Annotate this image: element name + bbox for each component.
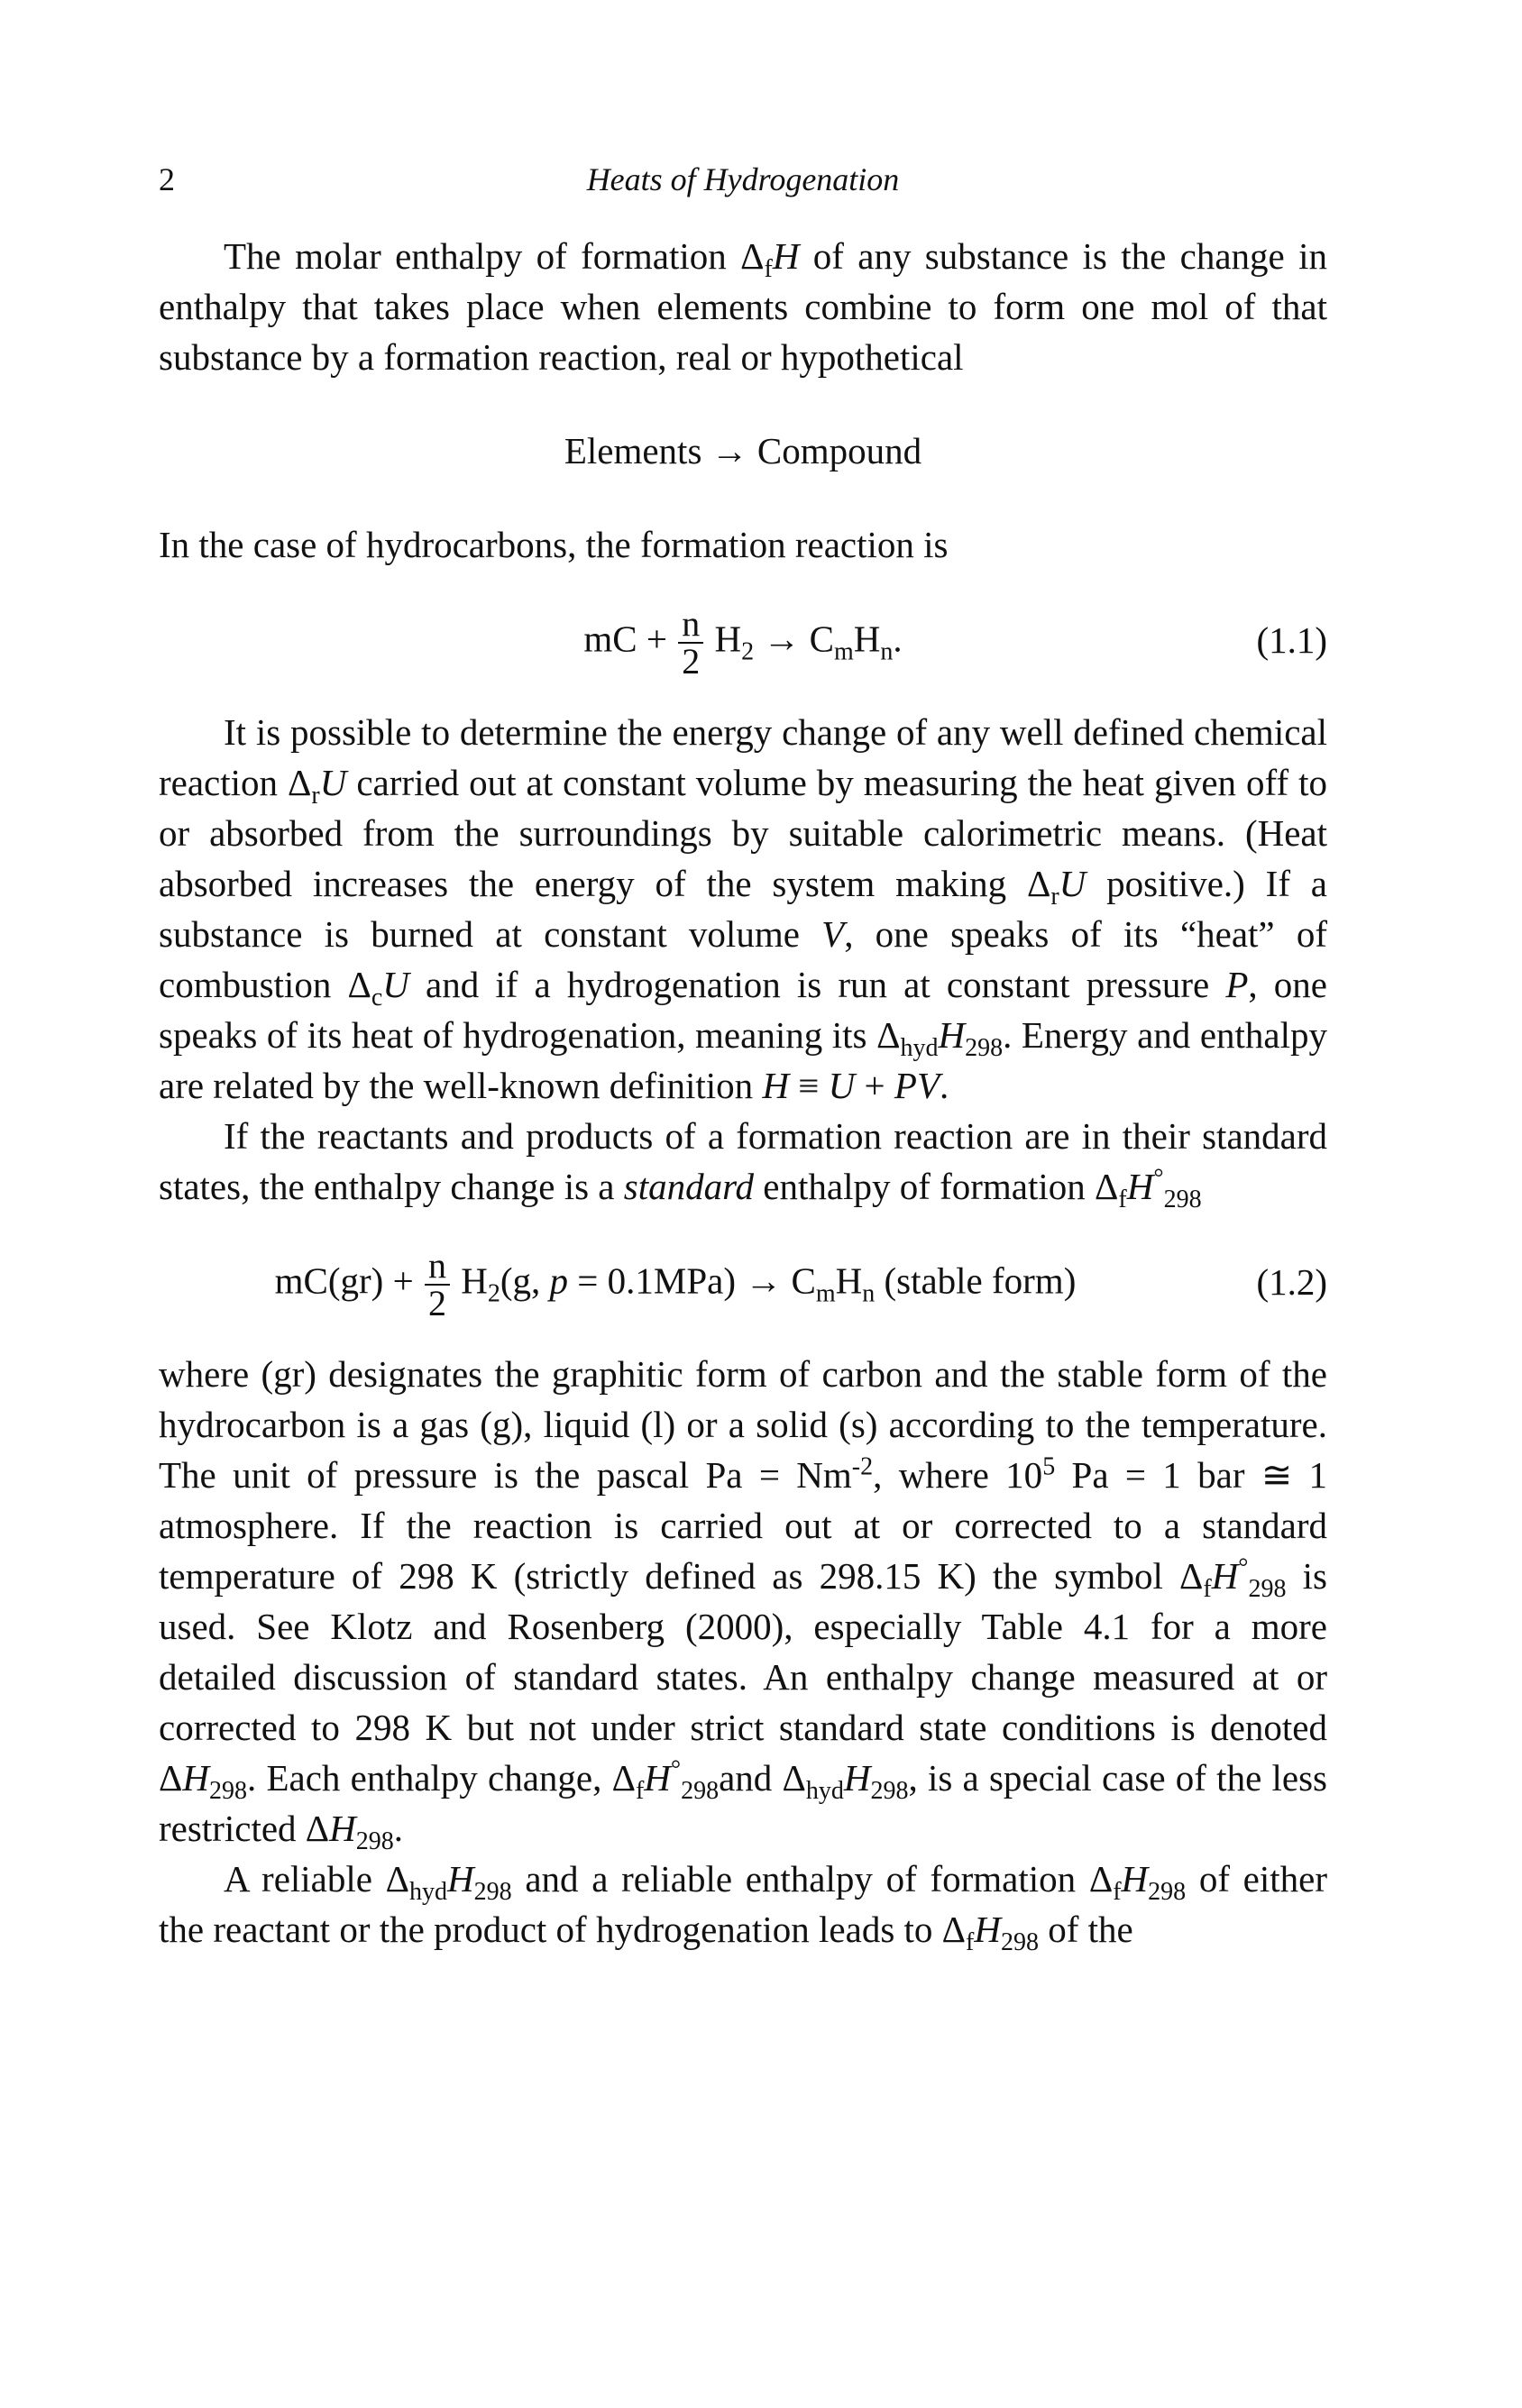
paragraph-graphitic-form: where (gr) designates the graphitic form of carbon and the stable form of the hydrocarbon is a gas (g), liquid (l) or a solid (s) according to the temperature. The unit of pressure is the pascal $Pa = Nm^{-2}$, where $10^5$ Pa = 1 bar ≅ 1 atmosphere. If the reaction is carried out at or corrected to a standard temperature of 298 K (strictly defined as 298.15 K) the symbol $\Delta_fH^\circ_{298}$ is used. See Klotz and Rosenberg (2000), especially Table 4.1 for a more detailed discussion of standard states. An enthalpy change measured at or corrected to 298 K but not under strict standard state conditions is denoted $\Delta H_{298}$. Each enthalpy change, $\Delta_fH^\circ_{298}and$ $\Delta_{hyd}H_{298}$, is a special case of the less restricted $\Delta H_{298}$. — [159, 1353, 1328, 1856]
page-header — [159, 160, 1327, 206]
fraction-n-over-2: $\frac{n}{2}$ — [425, 1248, 450, 1322]
paragraph-enthalpy-of-formation: The molar enthalpy of formation $\Delta_fH$ of any substance is the change in enthalpy that takes place when elements combine to form one mol of that substance by a formation reaction, real or hypothetical — [159, 235, 1327, 378]
fraction-n-over-2: $\frac{n}{2}$ — [678, 606, 703, 680]
equation-number-1-2: (1.2) — [1256, 1261, 1327, 1303]
reaction-scheme: Elements → Compound — [564, 430, 922, 472]
paragraph-standard-states: If the reactants and products of a formation reaction are in their standard states, the enthalpy change is a standard enthalpy of formation $\Delta_fH^\circ_{298}$ — [159, 1115, 1327, 1214]
paragraph-reliable-enthalpy: A reliable $\Delta_{hyd}H_{298}$ and a reliable enthalpy of formation $\Delta_fH_{298}$ of either the reactant or the product of hydrogenation leads to $\Delta_fH_{298}$ of the — [159, 1858, 1327, 1957]
paragraph-energy-change: It is possible to determine the energy change of any well defined chemical reaction $\Delta_rU$ carried out at constant volume by measuring the heat given off to or absorbed from the surroundings by suitable calorimetric means. (Heat absorbed increases the energy of the system making $\Delta_rU$ positive.) If a substance is burned at constant volume V, one speaks of its “heat” of combustion $\Delta_cU$ and if a hydrogenation is run at constant pressure P, one speaks of its heat of hydrogenation, meaning its $\Delta_{hyd}H_{298}$. Energy and enthalpy are related by the well-known definition H ≡ U + PV. — [159, 711, 1328, 1106]
running-title: Heats of Hydrogenation — [586, 161, 900, 197]
equation-1-2: mC(gr) + $\frac{n}{2}$ $H_2(g$, $p = 0.1MPa) \to C_mH_n$ (stable form) (1.2) — [274, 1245, 1327, 1323]
symbol-delta-f-h: $\Delta_fH$ — [740, 235, 800, 284]
paragraph-hydrocarbons: In the case of hydrocarbons, the formation reaction is — [159, 524, 949, 565]
page-body — [159, 231, 1327, 1955]
arrow-symbol: → — [711, 430, 748, 472]
equation-1-1: mC + $\frac{n}{2}$ $H_2 \to C_mH_n$. (1.1) — [583, 603, 1327, 682]
equation-number-1-1: (1.1) — [1256, 619, 1327, 661]
page-number: 2 — [159, 161, 175, 197]
